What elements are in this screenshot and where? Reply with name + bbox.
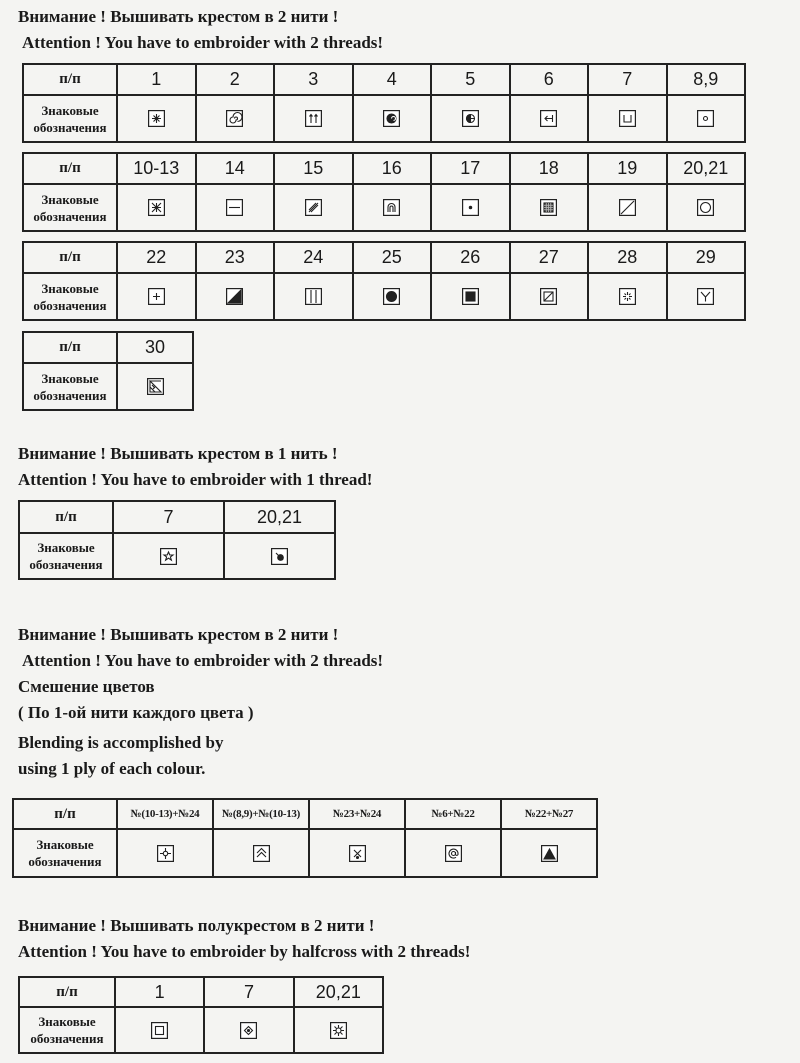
hatched-triangle-box-icon: [147, 378, 164, 395]
at-sign-box-icon: [445, 845, 462, 862]
symbol-cell: [667, 184, 746, 231]
section1-ru: Внимание ! Вышивать крестом в 2 нити !: [18, 7, 339, 26]
thread-number: №(8,9)+№(10-13): [213, 799, 309, 829]
symbols-table-7: [18, 976, 384, 1054]
symbols-label-line1: Знаковые: [37, 540, 95, 555]
dot-box-icon: [462, 199, 479, 216]
symbols-label-line1: Знаковые: [41, 191, 99, 207]
left-arrow-box-icon: [540, 110, 557, 127]
snowflake-box-icon: [148, 110, 165, 127]
horizontal-bar-box-icon: [226, 199, 243, 216]
flower-box-icon: [157, 845, 174, 862]
symbol-cell: [510, 273, 589, 320]
thread-number: 15: [274, 153, 353, 184]
symbols-label-line2: обозначения: [33, 387, 107, 403]
symbol-cell: [196, 273, 275, 320]
symbol-cell: [588, 95, 667, 142]
thread-number: 22: [117, 242, 196, 273]
cross-hatch-box-icon: [148, 199, 165, 216]
thread-number: 1: [117, 64, 196, 95]
symbols-table-2: [22, 152, 746, 232]
filled-swirl-box-icon: [383, 110, 400, 127]
thread-number: №6+№22: [405, 799, 501, 829]
section4-heading: [18, 913, 470, 965]
thread-number: 14: [196, 153, 275, 184]
thread-number: 23: [196, 242, 275, 273]
diagonal-lines-box-icon: [305, 199, 322, 216]
symbols-label-line2: обозначения: [33, 208, 107, 224]
half-filled-box-icon: [226, 288, 243, 305]
symbols-table-6: [12, 798, 598, 878]
thread-number: 20,21: [224, 501, 335, 533]
symbol-cell: [274, 95, 353, 142]
double-square-box-icon: [151, 1022, 168, 1039]
star-dots-box-icon: [619, 288, 636, 305]
symbol-cell: [431, 95, 510, 142]
symbols-label-line1: Знаковые: [41, 102, 99, 118]
section2-heading: [18, 441, 372, 493]
symbol-cell: [501, 829, 597, 877]
symbol-cell: [113, 533, 224, 579]
filled-square-box-icon: [462, 288, 479, 305]
blend-en-2: using 1 ply of each colour.: [18, 759, 206, 778]
thread-number: 30: [117, 332, 193, 363]
symbols-table-1: [22, 63, 746, 143]
symbols-label: [23, 273, 117, 320]
symbols-label: [13, 829, 117, 877]
section1-en: Attention ! You have to embroider with 2 threads!: [22, 33, 384, 52]
pp-header: п/п: [23, 153, 117, 184]
blend-ru-2: ( По 1-ой нити каждого цвета ): [18, 703, 254, 722]
symbols-label-line2: обозначения: [29, 557, 103, 572]
symbols-table-5: [18, 500, 336, 580]
symbol-cell: [667, 273, 746, 320]
thread-number: 5: [431, 64, 510, 95]
blend-en-1: Blending is accomplished by: [18, 733, 224, 752]
thread-number: 24: [274, 242, 353, 273]
symbol-cell: [117, 829, 213, 877]
symbol-cell: [294, 1007, 383, 1053]
symbols-label: [19, 533, 113, 579]
chevrons-up-box-icon: [253, 845, 270, 862]
symbol-cell: [117, 363, 193, 410]
thread-number: 10-13: [117, 153, 196, 184]
pp-header: п/п: [23, 332, 117, 363]
diagonal-slash-box-icon: [619, 199, 636, 216]
pp-header: п/п: [19, 501, 113, 533]
thread-number: 3: [274, 64, 353, 95]
symbol-cell: [431, 273, 510, 320]
symbols-label-line2: обозначения: [33, 119, 107, 135]
symbol-cell: [353, 95, 432, 142]
symbols-table-4: [22, 331, 194, 411]
thread-number: 2: [196, 64, 275, 95]
y-shape-box-icon: [697, 288, 714, 305]
section4-en: Attention ! You have to embroider by halfcross with 2 threads!: [18, 942, 471, 961]
symbol-cell: [353, 184, 432, 231]
spiral-box-icon: [226, 110, 243, 127]
small-circle-box-icon: [697, 110, 714, 127]
diamond-dots-box-icon: [240, 1022, 257, 1039]
symbol-cell: [117, 184, 196, 231]
symbol-cell: [224, 533, 335, 579]
section3-en: Attention ! You have to embroider with 2 threads!: [22, 651, 384, 670]
symbols-label-line2: обозначения: [28, 854, 102, 869]
section3-heading: [18, 622, 383, 782]
symbol-cell: [588, 184, 667, 231]
symbol-cell: [309, 829, 405, 877]
thread-number: №22+№27: [501, 799, 597, 829]
section3-ru: Внимание ! Вышивать крестом в 2 нити !: [18, 625, 339, 644]
pp-header: п/п: [13, 799, 117, 829]
thread-number: 28: [588, 242, 667, 273]
up-arrows-box-icon: [305, 110, 322, 127]
symbols-label-line1: Знаковые: [38, 1014, 96, 1029]
section4-ru: Внимание ! Вышивать полукрестом в 2 нити !: [18, 916, 375, 935]
symbol-cell: [274, 273, 353, 320]
symbols-label-line1: Знаковые: [36, 837, 94, 852]
thread-number: 26: [431, 242, 510, 273]
symbol-cell: [274, 184, 353, 231]
thread-number: №(10-13)+№24: [117, 799, 213, 829]
symbol-cell: [117, 273, 196, 320]
symbol-cell: [213, 829, 309, 877]
symbols-label: [23, 95, 117, 142]
thread-number: 8,9: [667, 64, 746, 95]
thread-number: 4: [353, 64, 432, 95]
symbol-cell: [353, 273, 432, 320]
symbol-cell: [588, 273, 667, 320]
thread-number: 25: [353, 242, 432, 273]
starburst-box-icon: [330, 1022, 347, 1039]
thread-number: 7: [113, 501, 224, 533]
thread-number: 7: [588, 64, 667, 95]
symbols-label: [23, 184, 117, 231]
symbol-cell: [115, 1007, 204, 1053]
swirl-box-icon: [271, 548, 288, 565]
thread-number: 16: [353, 153, 432, 184]
pp-header: п/п: [23, 64, 117, 95]
checker-box-icon: [540, 199, 557, 216]
thread-number: 19: [588, 153, 667, 184]
vertical-lines-box-icon: [305, 288, 322, 305]
symbol-cell: [196, 95, 275, 142]
symbols-label: [23, 363, 117, 410]
symbols-label-line1: Знаковые: [41, 280, 99, 296]
thread-number: 6: [510, 64, 589, 95]
thread-number: 29: [667, 242, 746, 273]
section2-ru: Внимание ! Вышивать крестом в 1 нить !: [18, 444, 338, 463]
symbol-cell: [431, 184, 510, 231]
symbol-cell: [667, 95, 746, 142]
filled-circle-box-icon: [383, 288, 400, 305]
thread-number: 20,21: [667, 153, 746, 184]
symbol-cell: [510, 184, 589, 231]
symbols-label: [19, 1007, 115, 1053]
section2-en: Attention ! You have to embroider with 1 thread!: [18, 470, 373, 489]
thread-number: 18: [510, 153, 589, 184]
thread-number: 27: [510, 242, 589, 273]
symbols-label-line1: Знаковые: [41, 370, 99, 386]
arch-box-icon: [383, 199, 400, 216]
symbol-cell: [204, 1007, 293, 1053]
pp-header: п/п: [19, 977, 115, 1007]
thread-number: 1: [115, 977, 204, 1007]
blend-ru-1: Смешение цветов: [18, 677, 155, 696]
symbol-cell: [196, 184, 275, 231]
split-circle-box-icon: [462, 110, 479, 127]
thread-number: 17: [431, 153, 510, 184]
section1-heading: [18, 4, 383, 56]
symbols-label-line2: обозначения: [30, 1031, 104, 1046]
circle-box-icon: [697, 199, 714, 216]
symbols-label-line2: обозначения: [33, 297, 107, 313]
x-dots-box-icon: [349, 845, 366, 862]
thread-number: 7: [204, 977, 293, 1007]
symbol-cell: [405, 829, 501, 877]
cup-box-icon: [619, 110, 636, 127]
pp-header: п/п: [23, 242, 117, 273]
symbols-table-3: [22, 241, 746, 321]
symbol-cell: [117, 95, 196, 142]
star-box-icon: [160, 548, 177, 565]
symbol-cell: [510, 95, 589, 142]
plus-box-icon: [148, 288, 165, 305]
thread-number: 20,21: [294, 977, 383, 1007]
filled-triangle-box-icon: [541, 845, 558, 862]
slashed-square-box-icon: [540, 288, 557, 305]
thread-number: №23+№24: [309, 799, 405, 829]
